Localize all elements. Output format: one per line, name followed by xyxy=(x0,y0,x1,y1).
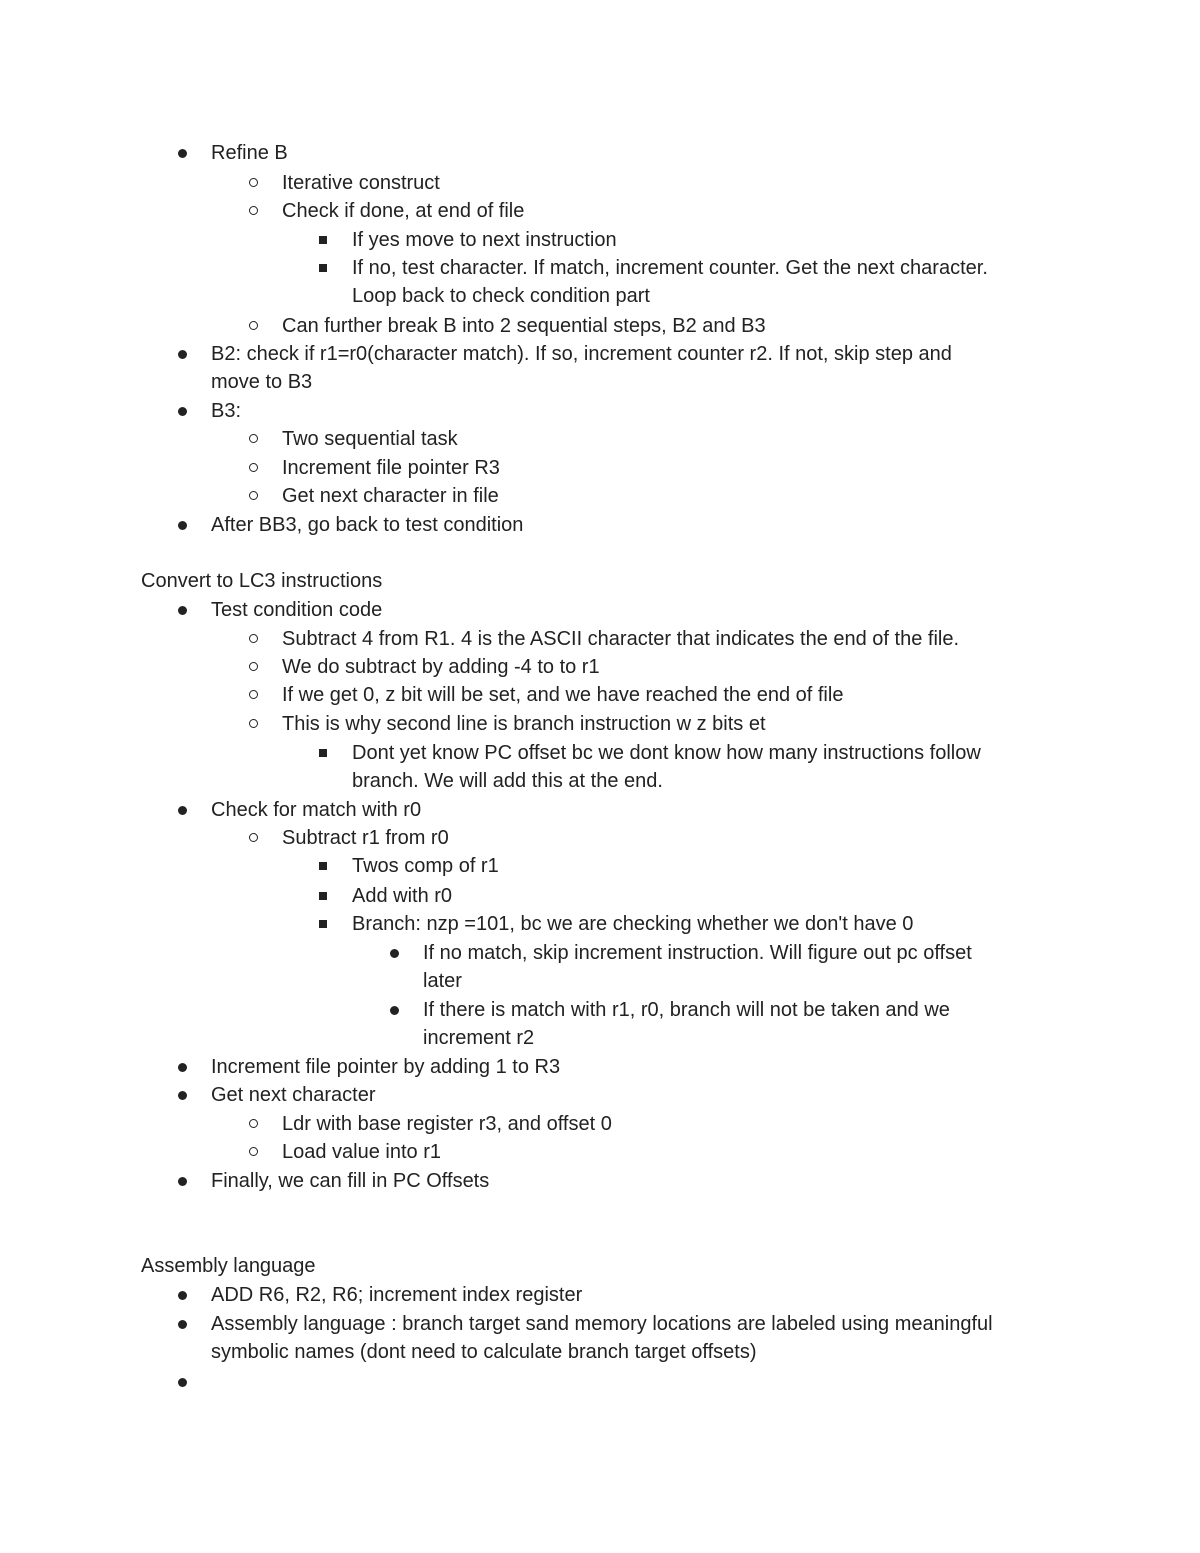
hollow-bullet-icon xyxy=(249,178,258,187)
hollow-bullet-icon xyxy=(249,690,258,699)
list-item-text: If we get 0, z bit will be set, and we have reached the end of file xyxy=(282,684,844,706)
hollow-bullet-icon xyxy=(249,634,258,643)
list-item-text: B2: check if r1=r0(character match). If so, increment counter r2. If not, skip step and xyxy=(211,343,952,365)
list-item xyxy=(0,169,1200,197)
bullet-icon xyxy=(178,1320,187,1329)
list-item xyxy=(0,197,1200,225)
section-heading xyxy=(0,567,1200,595)
list-item xyxy=(0,852,1200,880)
list-item xyxy=(0,1310,1200,1338)
bullet-icon xyxy=(178,1091,187,1100)
bullet-icon xyxy=(178,1177,187,1186)
bullet-icon xyxy=(178,1378,187,1387)
list-item-text: We do subtract by adding -4 to to r1 xyxy=(282,656,600,678)
bullet-icon xyxy=(178,806,187,815)
list-item xyxy=(0,139,1200,167)
bullet-icon xyxy=(178,606,187,615)
bullet-icon xyxy=(178,1063,187,1072)
square-bullet-icon xyxy=(319,892,327,900)
hollow-bullet-icon xyxy=(249,491,258,500)
list-item-text: Get next character xyxy=(211,1084,376,1106)
list-item-text: Check for match with r0 xyxy=(211,799,422,821)
hollow-bullet-icon xyxy=(249,321,258,330)
list-item-text: If there is match with r1, r0, branch will not be taken and we xyxy=(423,999,950,1021)
hollow-bullet-icon xyxy=(249,662,258,671)
list-item-text: later xyxy=(423,970,462,992)
list-item-continuation xyxy=(0,282,1200,310)
list-item xyxy=(0,1053,1200,1081)
list-item xyxy=(0,882,1200,910)
list-item xyxy=(0,454,1200,482)
section-heading xyxy=(0,1252,1200,1280)
bullet-icon xyxy=(390,949,399,958)
list-item-text: Loop back to check condition part xyxy=(352,285,650,307)
list-item-text: Add with r0 xyxy=(352,885,453,907)
list-item xyxy=(0,226,1200,254)
list-item xyxy=(0,1167,1200,1195)
list-item-continuation xyxy=(0,767,1200,795)
list-item xyxy=(0,1081,1200,1109)
list-item xyxy=(0,939,1200,967)
list-item-text: Dont yet know PC offset bc we dont know how many instructions follow xyxy=(352,742,981,764)
list-item-text: After BB3, go back to test condition xyxy=(211,514,524,536)
list-item-text: If yes move to next instruction xyxy=(352,229,617,251)
list-item-text: ADD R6, R2, R6; increment index register xyxy=(211,1284,583,1306)
list-item xyxy=(0,739,1200,767)
list-item-text: B3: xyxy=(211,400,242,422)
list-item xyxy=(0,996,1200,1024)
hollow-bullet-icon xyxy=(249,1119,258,1128)
list-item-text: Get next character in file xyxy=(282,485,499,507)
list-item xyxy=(0,511,1200,539)
hollow-bullet-icon xyxy=(249,434,258,443)
list-item xyxy=(0,681,1200,709)
list-item-text: Can further break B into 2 sequential steps, B2 and B3 xyxy=(282,315,766,337)
square-bullet-icon xyxy=(319,236,327,244)
square-bullet-icon xyxy=(319,920,327,928)
list-item xyxy=(0,1138,1200,1166)
list-item-text: Two sequential task xyxy=(282,428,458,450)
list-item-text: Load value into r1 xyxy=(282,1141,442,1163)
list-item xyxy=(0,653,1200,681)
bullet-icon xyxy=(178,521,187,530)
list-item xyxy=(0,710,1200,738)
hollow-bullet-icon xyxy=(249,206,258,215)
list-item-continuation xyxy=(0,1024,1200,1052)
list-item-text: Refine B xyxy=(211,142,288,164)
list-item-text: Increment file pointer by adding 1 to R3 xyxy=(211,1056,561,1078)
list-item xyxy=(0,312,1200,340)
square-bullet-icon xyxy=(319,862,327,870)
list-item-text: Ldr with base register r3, and offset 0 xyxy=(282,1113,612,1135)
list-item xyxy=(0,596,1200,624)
list-item-text: Finally, we can fill in PC Offsets xyxy=(211,1170,490,1192)
heading-text: Convert to LC3 instructions xyxy=(141,570,383,592)
list-item xyxy=(0,625,1200,653)
bullet-icon xyxy=(178,350,187,359)
list-item-text: branch. We will add this at the end. xyxy=(352,770,663,792)
square-bullet-icon xyxy=(319,749,327,757)
bullet-icon xyxy=(178,149,187,158)
hollow-bullet-icon xyxy=(249,1147,258,1156)
list-item-continuation xyxy=(0,368,1200,396)
list-item-continuation xyxy=(0,967,1200,995)
hollow-bullet-icon xyxy=(249,833,258,842)
bullet-icon xyxy=(390,1006,399,1015)
list-item xyxy=(0,910,1200,938)
square-bullet-icon xyxy=(319,264,327,272)
list-item xyxy=(0,824,1200,852)
list-item xyxy=(0,425,1200,453)
list-item xyxy=(0,1281,1200,1309)
list-item-continuation xyxy=(0,1338,1200,1366)
hollow-bullet-icon xyxy=(249,463,258,472)
bullet-icon xyxy=(178,407,187,416)
list-item-text: Increment file pointer R3 xyxy=(282,457,500,479)
heading-text: Assembly language xyxy=(141,1255,316,1277)
list-item xyxy=(0,254,1200,282)
list-item-text: Assembly language : branch target sand memory locations are labeled using meaningful xyxy=(211,1313,993,1335)
list-item-text: move to B3 xyxy=(211,371,313,393)
list-item xyxy=(0,340,1200,368)
list-item-text: symbolic names (dont need to calculate branch target offsets) xyxy=(211,1341,757,1363)
list-item-text: Iterative construct xyxy=(282,172,440,194)
list-item-text: Subtract r1 from r0 xyxy=(282,827,449,849)
list-item-text: Check if done, at end of file xyxy=(282,200,525,222)
bullet-icon xyxy=(178,1291,187,1300)
list-item-text: This is why second line is branch instruction w z bits et xyxy=(282,713,766,735)
list-item xyxy=(0,482,1200,510)
list-item xyxy=(0,1368,1200,1396)
list-item-text: If no match, skip increment instruction. Will figure out pc offset xyxy=(423,942,972,964)
hollow-bullet-icon xyxy=(249,719,258,728)
list-item xyxy=(0,796,1200,824)
list-item-text: Subtract 4 from R1. 4 is the ASCII character that indicates the end of the file. xyxy=(282,628,960,650)
list-item xyxy=(0,1110,1200,1138)
list-item-text: Twos comp of r1 xyxy=(352,855,499,877)
list-item-text: Test condition code xyxy=(211,599,383,621)
list-item-text: If no, test character. If match, increment counter. Get the next character. xyxy=(352,257,988,279)
list-item-text: Branch: nzp =101, bc we are checking whether we don't have 0 xyxy=(352,913,914,935)
list-item-text: increment r2 xyxy=(423,1027,535,1049)
list-item xyxy=(0,397,1200,425)
